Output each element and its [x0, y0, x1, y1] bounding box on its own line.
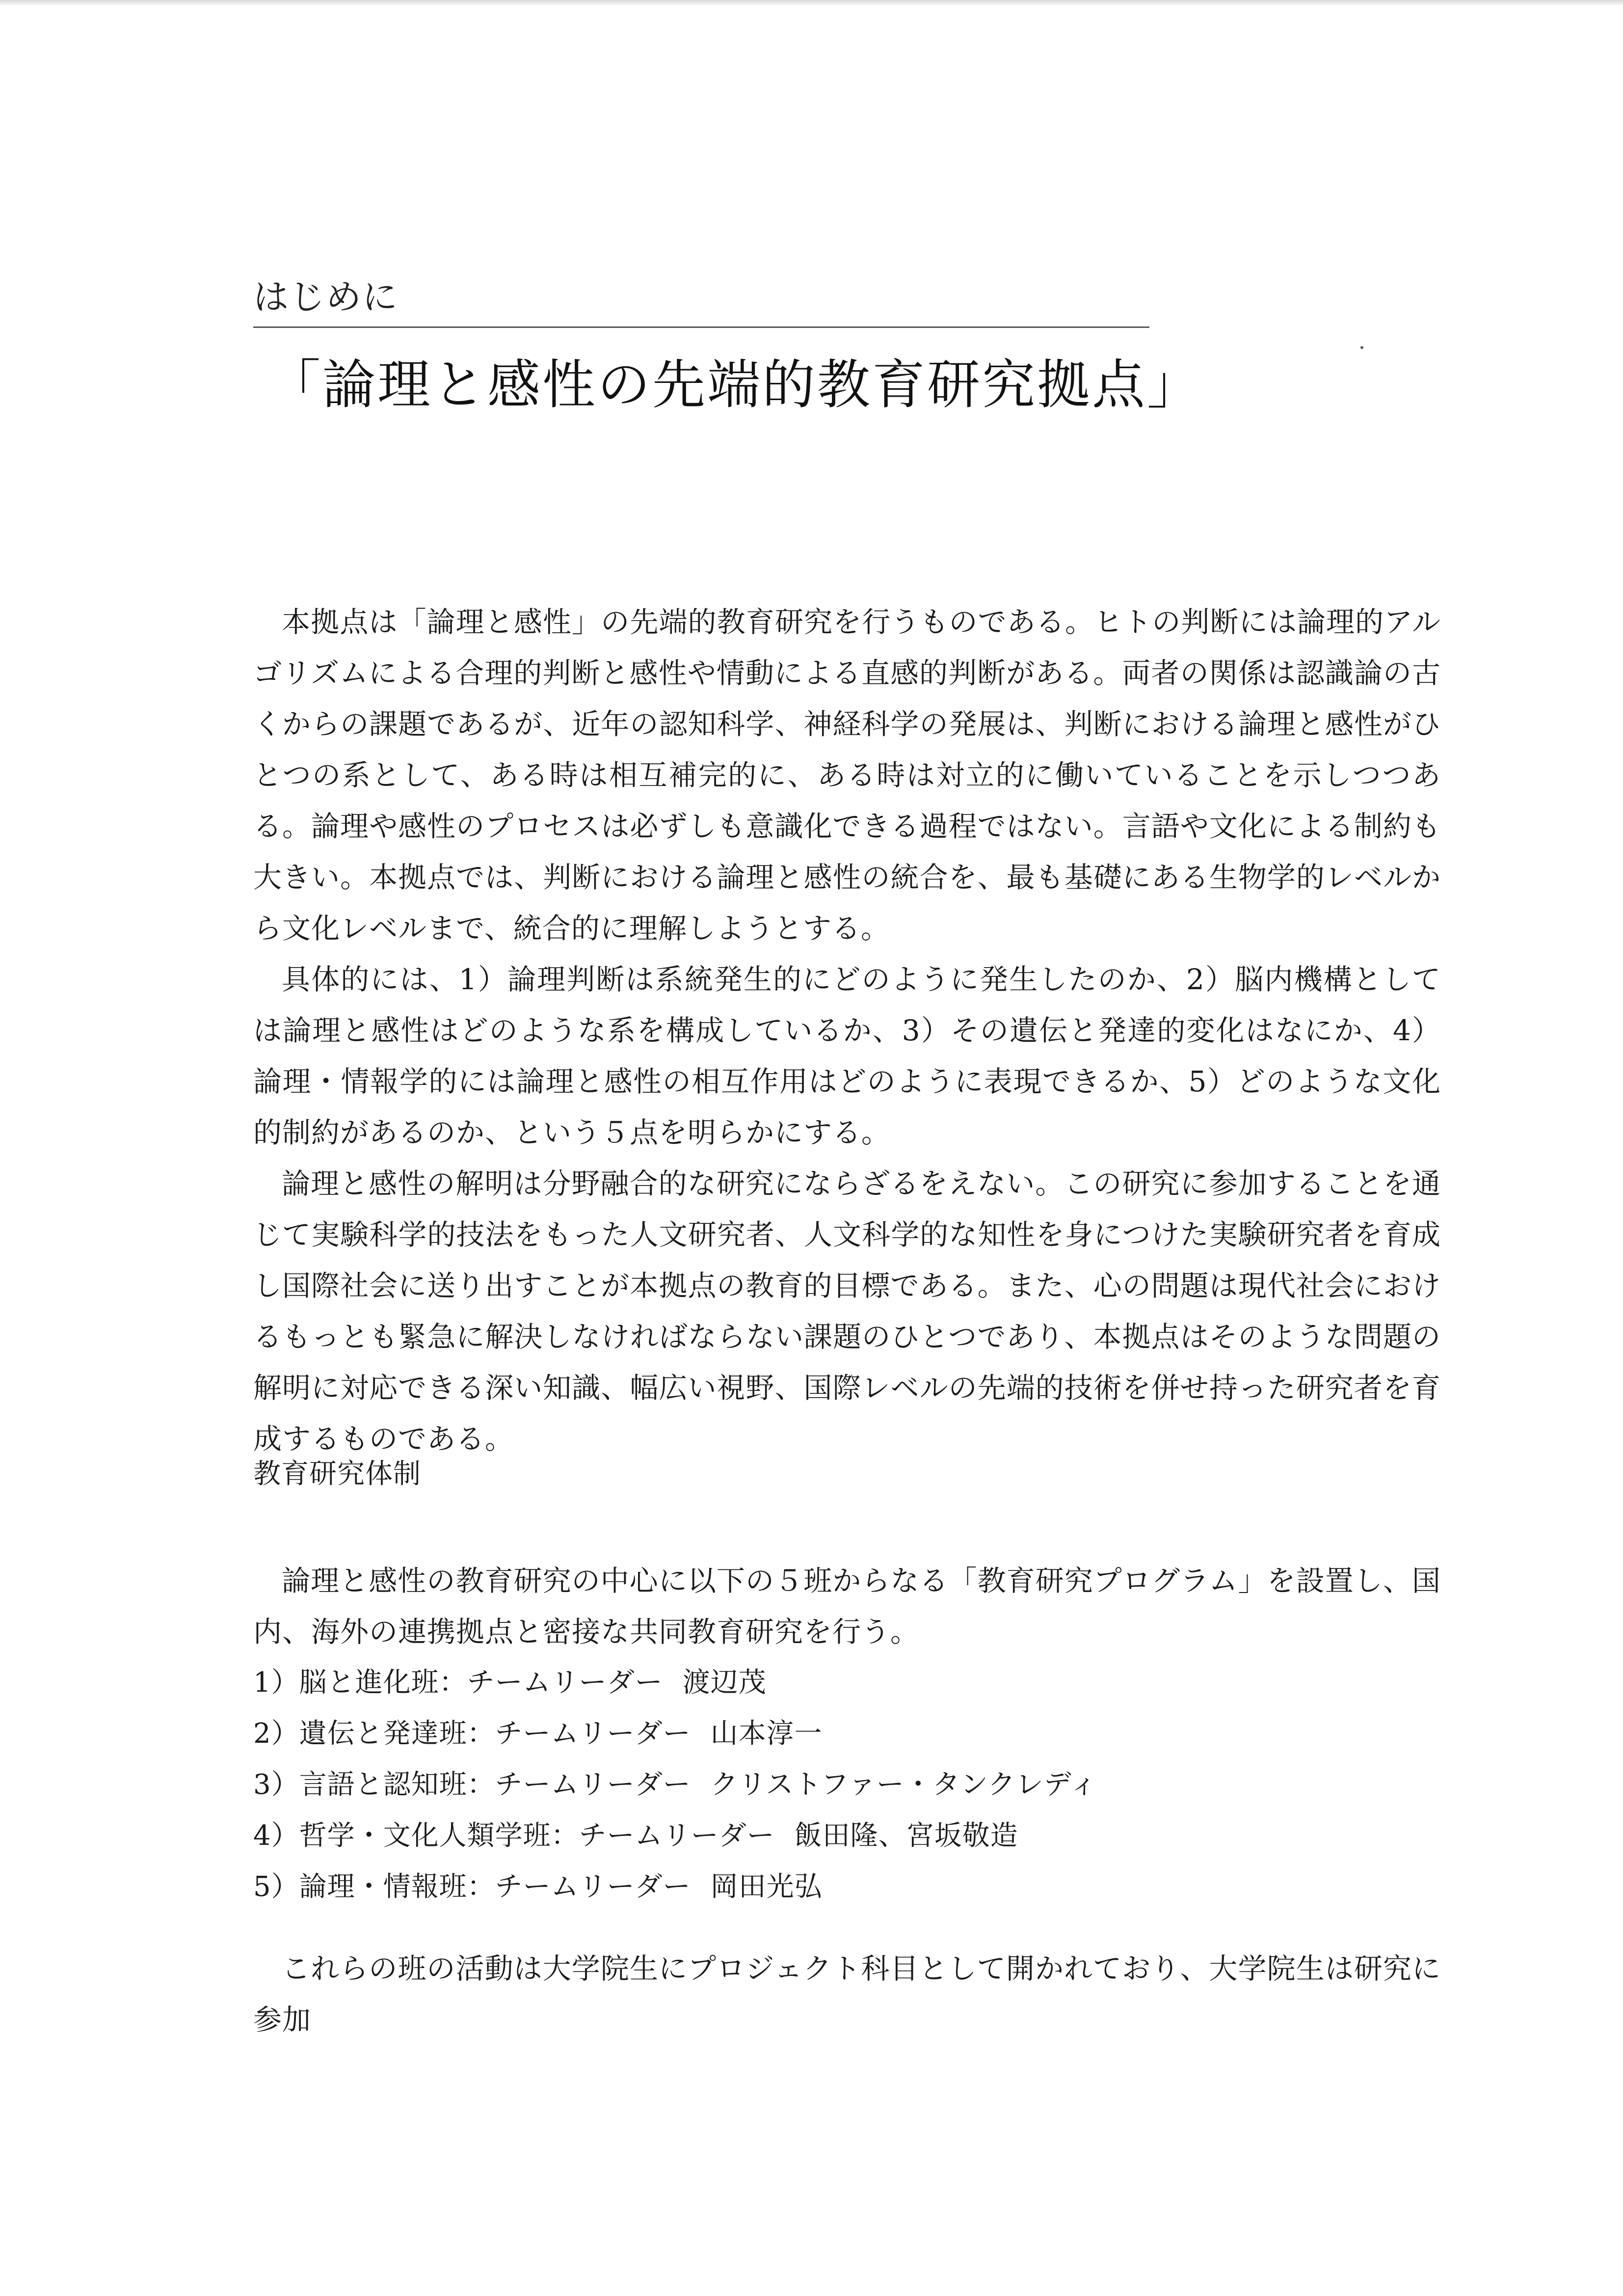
team-item [253, 1810, 1441, 1862]
team-label: 2）遺伝と発達班：チームリーダー [253, 1718, 691, 1750]
team-label: 3）言語と認知班：チームリーダー [253, 1769, 691, 1801]
scan-edge [0, 0, 1623, 6]
intro-paragraph-2: 具体的には、1）論理判断は系統発生的にどのように発生したのか、2）脳内機構としては論理と感性はどのような系を構成しているか、3）その遺伝と発達的変化はなにか、4）論理・情報学的には論理と感性の相互作用はどのように表現できるか、5）どのような文化的制約があるのか、という５点を明らかにする。 [253, 963, 1441, 1149]
intro-paragraph-3: 論理と感性の解明は分野融合的な研究にならざるをえない。この研究に参加することを通じて実験科学的技法をもった人文研究者、人文科学的な知性を身につけた実験研究者を育成し国際社会に送り出すことが本拠点の教育的目標である。また、心の問題は現代社会におけるもっとも緊急に解決しなければならない課題のひとつであり、本拠点はそのような問題の解明に対応できる深い知識、幅広い視野、国際レベルの先端的技術を併せ持った研究者を育成するものである。 [253, 1167, 1441, 1456]
team-leader: クリストファー・タンクレディ [710, 1769, 1098, 1801]
page-title: 「論理と感性の先端的教育研究拠点」 [267, 354, 1202, 416]
closing-paragraph: これらの班の活動は大学院生にプロジェクト科目として開かれており、大学院生は研究に参加 [253, 1952, 1441, 2036]
structure-heading: 教育研究体制 [253, 1458, 421, 1490]
team-list [253, 1657, 1441, 1913]
team-item [253, 1657, 1441, 1708]
team-label: 4）哲学・文化人類学班：チームリーダー [253, 1820, 775, 1852]
team-leader: 岡田光弘 [710, 1871, 823, 1903]
intro-paragraph-1: 本拠点は「論理と感性」の先端的教育研究を行うものである。ヒトの判断には論理的アルゴリズムによる合理的判断と感性や情動による直感的判断がある。両者の関係は認識論の古くからの課題であるが、近年の認知科学、神経科学の発展は、判断における論理と感性がひとつの系として、ある時は相互補完的に、ある時は対立的に働いていることを示しつつある。論理や感性のプロセスは必ずしも意識化できる過程ではない。言語や文化による制約も大きい。本拠点では、判断における論理と感性の統合を、最も基礎にある生物学的レベルから文化レベルまで、統合的に理解しようとする。 [253, 605, 1441, 945]
scan-speck [1360, 346, 1363, 349]
heading-rule [253, 326, 1149, 328]
team-item [253, 1862, 1441, 1913]
team-label: 5）論理・情報班：チームリーダー [253, 1871, 691, 1903]
team-leader: 渡辺茂 [682, 1667, 767, 1699]
structure-intro-paragraph: 論理と感性の教育研究の中心に以下の５班からなる「教育研究プログラム」を設置し、国内、海外の連携拠点と密接な共同教育研究を行う。 [253, 1564, 1441, 1648]
team-item [253, 1708, 1441, 1759]
team-label: 1）脳と進化班：チームリーダー [253, 1667, 663, 1699]
section-label: はじめに [253, 276, 399, 318]
team-item [253, 1759, 1441, 1810]
team-leader: 山本淳一 [710, 1718, 823, 1750]
team-leader: 飯田隆、宮坂敬造 [794, 1820, 1018, 1852]
